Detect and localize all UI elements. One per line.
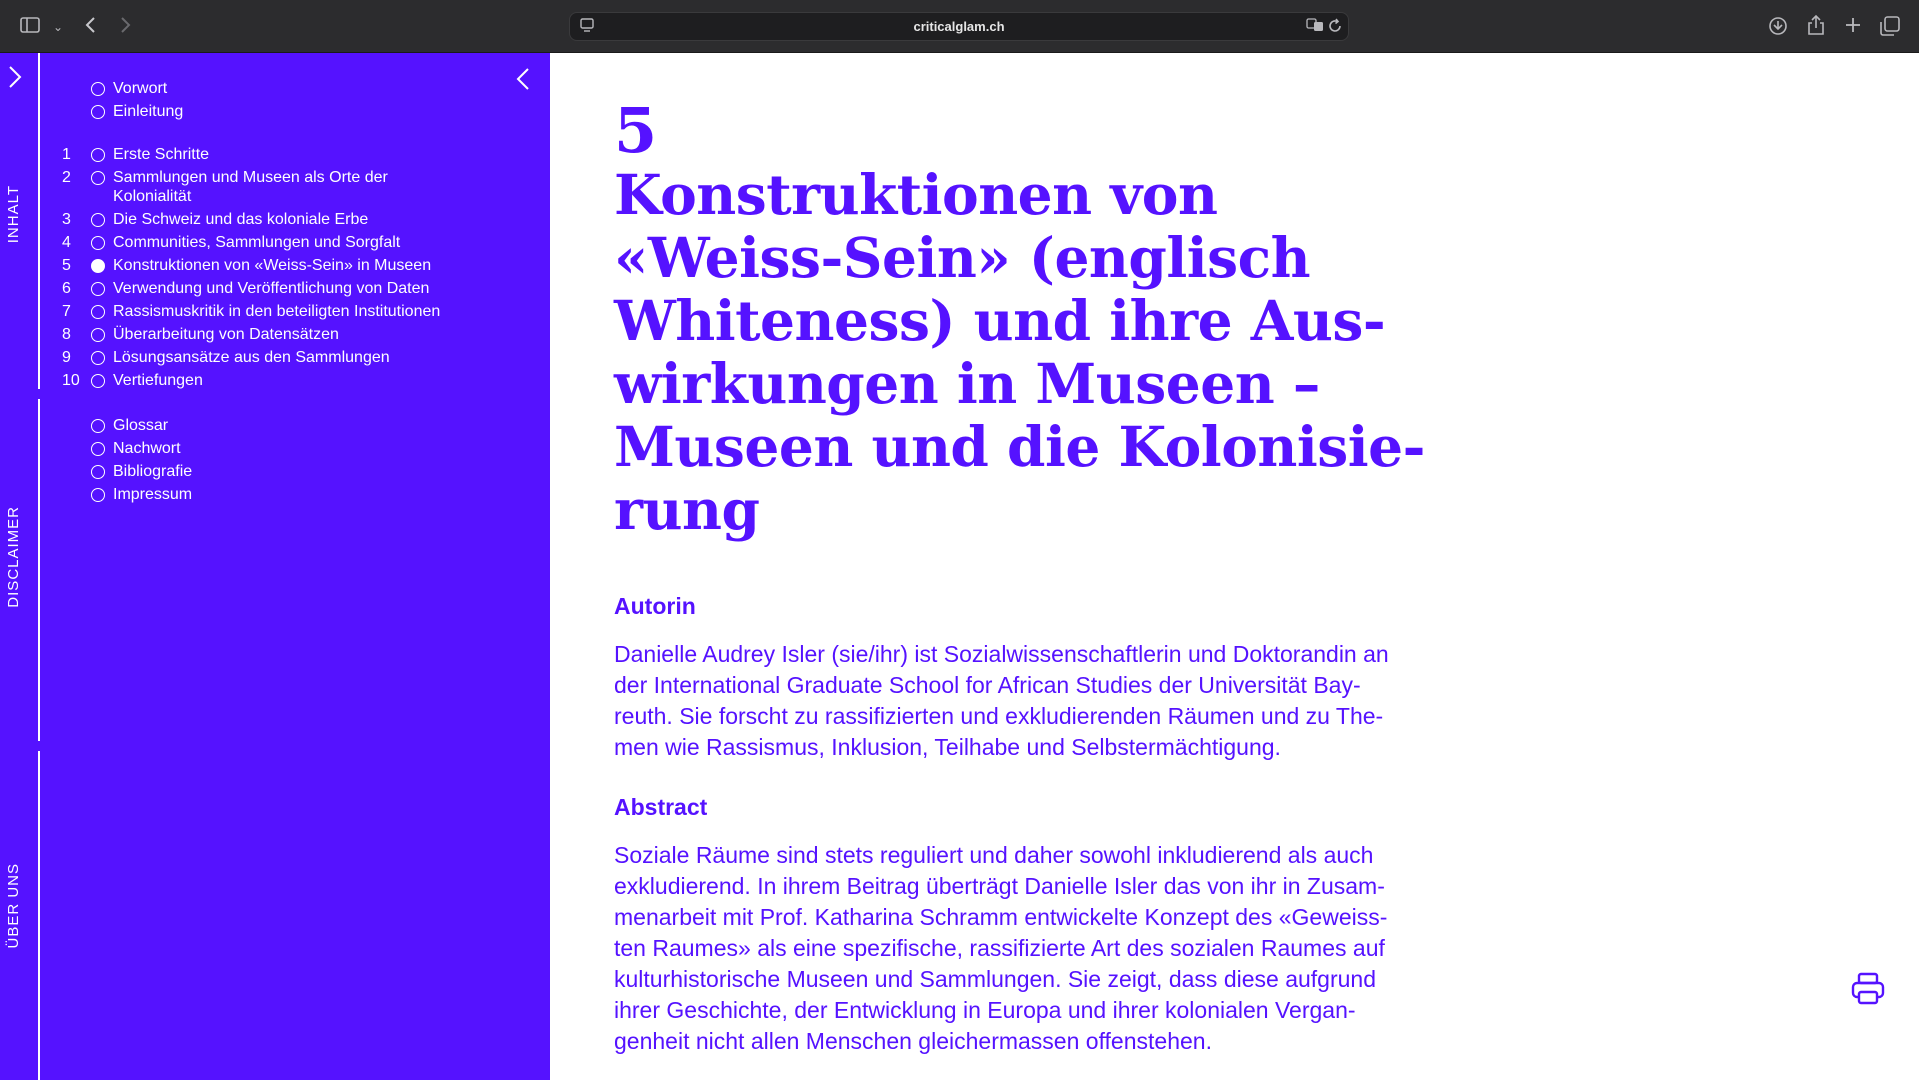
- toc-item-label[interactable]: Sammlungen und Museen als Orte der Kolonialität: [113, 169, 388, 205]
- circle-icon: [91, 305, 105, 319]
- chapter-number: 4: [62, 234, 71, 251]
- toc-item-label[interactable]: Rassismuskritik in den beteiligten Institutionen: [113, 303, 441, 320]
- circle-icon: [91, 82, 105, 96]
- toc-chapter-list: [62, 145, 542, 394]
- text-line: der International Graduate School for African Studies der Universität Bay-: [614, 672, 1361, 698]
- rail-tab-disclaimer[interactable]: DISCLAIMER: [5, 506, 22, 608]
- title-line: rung: [614, 477, 760, 542]
- reload-icon[interactable]: [1328, 18, 1342, 37]
- toc-chapter-5-active[interactable]: [62, 256, 542, 279]
- toc-chapter-7[interactable]: [62, 302, 542, 325]
- text-line: ten Raumes» als eine spezifische, rassifizierte Art des sozialen Raumes auf: [614, 935, 1385, 961]
- circle-icon: [91, 374, 105, 388]
- text-line: Soziale Räume sind stets reguliert und daher sowohl inkludierend als auch: [614, 842, 1374, 868]
- chevron-right-icon[interactable]: [7, 65, 23, 93]
- title-line: «Weiss-Sein» (englisch: [614, 225, 1311, 290]
- author-bio: [614, 639, 1534, 763]
- text-line: exkludierend. In ihrem Beitrag überträgt Danielle Isler das von ihr in Zusam-: [614, 873, 1385, 899]
- toc-item-bibliografie[interactable]: [62, 462, 542, 485]
- toc-appendix-list: [62, 416, 542, 508]
- toc-item-label[interactable]: Vorwort: [113, 80, 168, 97]
- circle-icon: [91, 105, 105, 119]
- translate-icon[interactable]: [1306, 18, 1324, 37]
- toc-chapter-8[interactable]: [62, 325, 542, 348]
- circle-icon: [91, 171, 105, 185]
- text-line: genheit nicht allen Menschen gleichermassen offenstehen.: [614, 1028, 1212, 1054]
- address-bar[interactable]: [569, 12, 1349, 41]
- sidebar-toggle-icon[interactable]: [20, 17, 40, 36]
- chapter-title: [614, 163, 1514, 541]
- circle-icon: [91, 148, 105, 162]
- chevron-down-icon[interactable]: ⌄: [53, 20, 64, 34]
- title-line: Konstruktionen von: [614, 162, 1218, 227]
- toc-chapter-4[interactable]: [62, 233, 542, 256]
- toc-item-glossar[interactable]: [62, 416, 542, 439]
- chapter-number-heading: 5: [614, 94, 658, 167]
- title-line: wirkungen in Museen –: [614, 351, 1320, 416]
- forward-icon[interactable]: [120, 16, 132, 37]
- chapter-number: 1: [62, 146, 71, 163]
- circle-icon: [91, 282, 105, 296]
- toc-item-label[interactable]: Konstruktionen von «Weiss-Sein» in Museen: [113, 257, 432, 274]
- toc-chapter-10[interactable]: [62, 371, 542, 394]
- circle-icon: [91, 236, 105, 250]
- share-icon[interactable]: [1807, 14, 1825, 39]
- toc-item-label[interactable]: Nachwort: [113, 440, 181, 457]
- toc-item-label[interactable]: Bibliografie: [113, 463, 193, 480]
- toc-item-label[interactable]: Die Schweiz und das koloniale Erbe: [113, 211, 369, 228]
- circle-icon: [91, 213, 105, 227]
- filled-circle-icon: [91, 259, 105, 273]
- toc-item-label[interactable]: Erste Schritte: [113, 146, 210, 163]
- toc-item-label[interactable]: Überarbeitung von Datensätzen: [113, 326, 339, 343]
- chapter-number: 5: [62, 257, 71, 274]
- circle-icon: [91, 419, 105, 433]
- toc-chapter-1[interactable]: [62, 145, 542, 168]
- title-line: Whiteness) und ihre Aus-: [614, 288, 1386, 353]
- toc-chapter-6[interactable]: [62, 279, 542, 302]
- text-line: reuth. Sie forscht zu rassifizierten und exkludierenden Räumen und zu The-: [614, 703, 1384, 729]
- chapter-number: 9: [62, 349, 71, 366]
- title-line: Museen und die Kolonisie-: [614, 414, 1425, 479]
- chapter-number: 8: [62, 326, 71, 343]
- side-rail: [0, 53, 40, 1080]
- article: [550, 53, 1919, 1080]
- toc-chapter-2[interactable]: [62, 168, 542, 210]
- toc-item-label[interactable]: Impressum: [113, 486, 193, 503]
- tab-overview-icon[interactable]: [1880, 16, 1900, 39]
- toc-chapter-9[interactable]: [62, 348, 542, 371]
- toc-item-nachwort[interactable]: [62, 439, 542, 462]
- new-tab-icon[interactable]: [1844, 16, 1862, 37]
- toc-intro-list: [62, 79, 542, 125]
- browser-toolbar: [0, 0, 1919, 53]
- toc-item-label[interactable]: Verwendung und Veröffentlichung von Daten: [113, 280, 430, 297]
- print-icon[interactable]: [1850, 971, 1886, 1007]
- table-of-contents: [40, 53, 550, 1080]
- circle-icon: [91, 328, 105, 342]
- toc-item-vorwort[interactable]: [62, 79, 542, 102]
- text-line: menarbeit mit Prof. Katharina Schramm entwickelte Konzept des «Geweiss-: [614, 904, 1388, 930]
- text-line: Danielle Audrey Isler (sie/ihr) ist Sozialwissenschaftlerin und Doktorandin an: [614, 641, 1389, 667]
- rail-tab-ueber-uns[interactable]: ÜBER UNS: [5, 863, 22, 949]
- chapter-number: 10: [62, 372, 80, 389]
- abstract-heading: Abstract: [614, 794, 708, 820]
- toc-item-label[interactable]: Vertiefungen: [113, 372, 203, 389]
- downloads-icon[interactable]: [1768, 16, 1788, 39]
- author-heading: Autorin: [614, 593, 696, 619]
- back-icon[interactable]: [84, 16, 96, 37]
- toc-item-label[interactable]: Lösungsansätze aus den Sammlungen: [113, 349, 390, 366]
- text-line: ihrer Geschichte, der Entwicklung in Europa und ihrer kolonialen Vergan-: [614, 997, 1356, 1023]
- circle-icon: [91, 465, 105, 479]
- circle-icon: [91, 442, 105, 456]
- chapter-number: 2: [62, 169, 71, 186]
- circle-icon: [91, 351, 105, 365]
- toc-item-impressum[interactable]: [62, 485, 542, 508]
- toc-item-label[interactable]: Einleitung: [113, 103, 184, 120]
- text-line: kulturhistorische Museen und Sammlungen. Sie zeigt, dass diese aufgrund: [614, 966, 1376, 992]
- toc-item-einleitung[interactable]: [62, 102, 542, 125]
- toc-item-label[interactable]: Glossar: [113, 417, 169, 434]
- chapter-number: 3: [62, 211, 71, 228]
- circle-icon: [91, 488, 105, 502]
- text-line: men wie Rassismus, Inklusion, Teilhabe und Selbstermächtigung.: [614, 734, 1281, 760]
- chapter-number: 6: [62, 280, 71, 297]
- chapter-number: 7: [62, 303, 71, 320]
- abstract-text: [614, 840, 1534, 1057]
- rail-tab-inhalt[interactable]: INHALT: [5, 185, 22, 244]
- toc-chapter-3[interactable]: [62, 210, 542, 233]
- toc-item-label[interactable]: Communities, Sammlungen und Sorgfalt: [113, 234, 401, 251]
- url-text[interactable]: criticalglam.ch: [913, 19, 1005, 34]
